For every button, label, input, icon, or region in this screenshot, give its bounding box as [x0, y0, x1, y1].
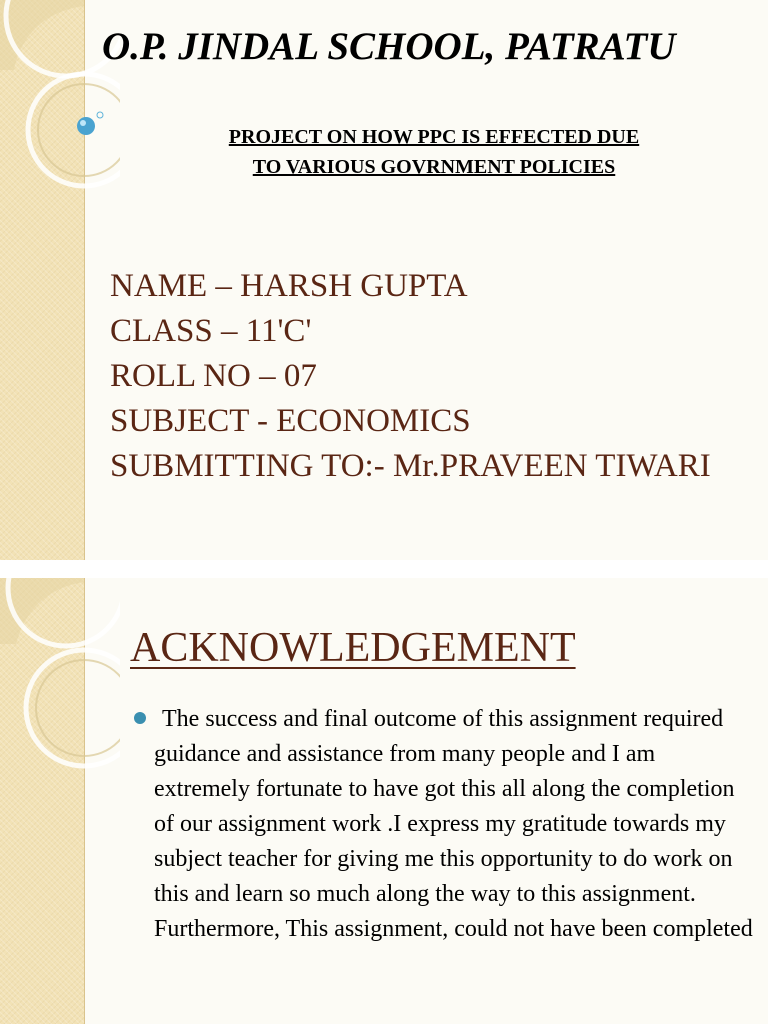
acknowledgement-slide: [0, 578, 768, 1024]
project-title-line-2: TO VARIOUS GOVRNMENT POLICIES: [252, 156, 616, 178]
slide-separator: [0, 560, 768, 578]
acknowledgement-paragraph: The success and final outcome of this assignment required guidance and assistance from many people and I am extremely fortunate to have got this all along the completion of our assignment work .I express my gratitude towards my subject teacher for giving me this opportunity to do work on this and learn so much along the way to this assignment. Furthermore, This assignment, could not have been completed: [154, 706, 753, 942]
bullet-icon: [134, 712, 146, 724]
project-title-line-1: PROJECT ON HOW PPC IS EFFECTED DUE: [228, 126, 640, 148]
acknowledgement-heading: ACKNOWLEDGEMENT: [130, 625, 576, 671]
detail-subject: SUBJECT - ECONOMICS: [110, 403, 471, 439]
project-title: [100, 122, 768, 182]
detail-name: NAME – HARSH GUPTA: [110, 268, 468, 304]
detail-class: CLASS – 11'C': [110, 313, 312, 349]
school-title: O.P. JINDAL SCHOOL, PATRATU: [102, 25, 676, 68]
student-details: [110, 264, 711, 489]
decorative-rings-icon: [0, 578, 120, 778]
detail-submitting-to: SUBMITTING TO:- Mr.PRAVEEN TIWARI: [110, 448, 711, 484]
detail-roll-no: ROLL NO – 07: [110, 358, 317, 394]
